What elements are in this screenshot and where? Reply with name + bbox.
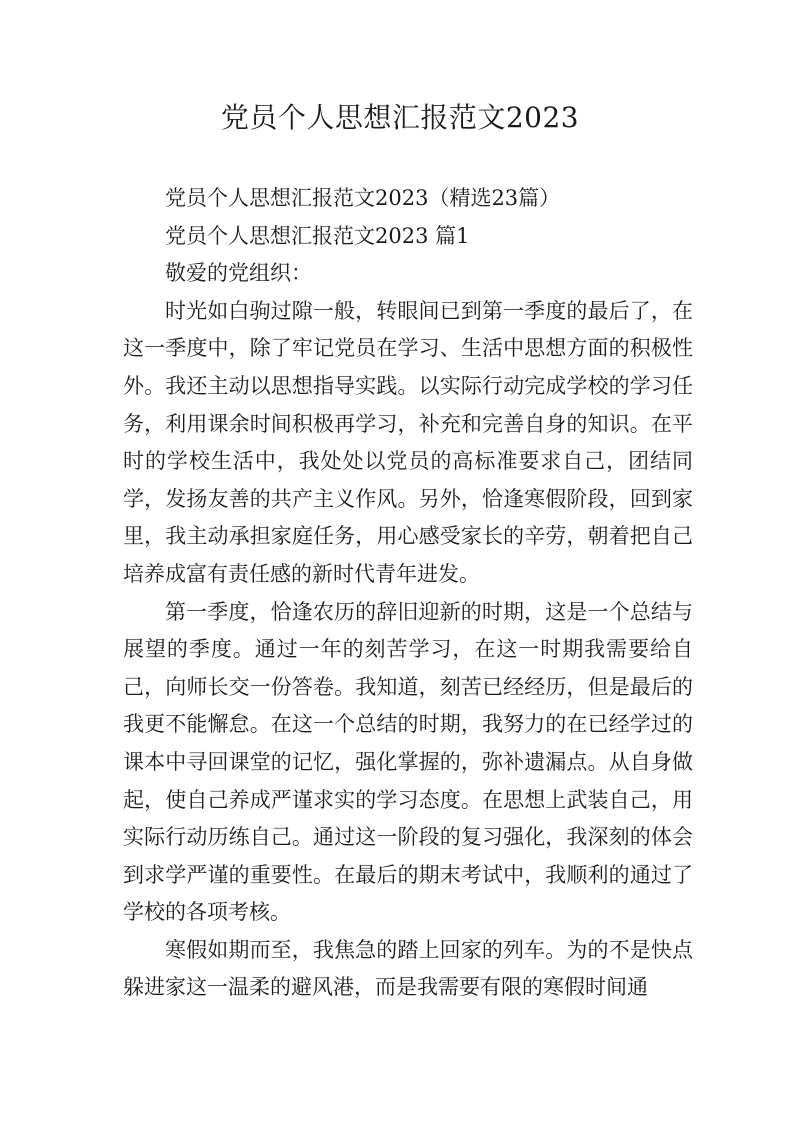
document-title: 党员个人思想汇报范文2023: [220, 101, 580, 134]
section-heading: 党员个人思想汇报范文2023 篇1: [165, 223, 470, 248]
paragraph-3: 寒假如期而至，我焦急的踏上回家的列车。为的不是快点躲进家这一温柔的避风港，而是我需要有限的寒假时间通: [123, 937, 693, 1000]
paragraph-1: 时光如白驹过隙一般，转眼间已到第一季度的最后了，在这一季度中，除了牢记党员在学习、生活中思想方面的积极性外。我还主动以思想指导实践。以实际行动完成学校的学习任务，利用课余时间积极再学习，补充和完善自身的知识。在平时的学校生活中，我处处以党员的高标准要求自己，团结同学，发扬友善的共产主义作风。另外，恰逢寒假阶段，回到家里，我主动承担家庭任务，用心感受家长的辛劳，朝着把自己培养成富有责任感的新时代青年进发。: [123, 298, 693, 586]
paragraph-2: 第一季度，恰逢农历的辞旧迎新的时期，这是一个总结与展望的季度。通过一年的刻苦学习，在这一时期我需要给自己，向师长交一份答卷。我知道，刻苦已经经历，但是最后的我更不能懈怠。在这一个总结的时期，我努力的在已经学过的课本中寻回课堂的记忆，强化掌握的，弥补遗漏点。从自身做起，使自己养成严谨求实的学习态度。在思想上武装自己，用实际行动历练自己。通过这一阶段的复习强化，我深刻的体会到求学严谨的重要性。在最后的期末考试中，我顺利的通过了学校的各项考核。: [123, 599, 693, 925]
subtitle-line: 党员个人思想汇报范文2023（精选23篇）: [165, 186, 561, 210]
document-body: [123, 180, 693, 1007]
salutation: 敬爱的党组织：: [165, 261, 312, 286]
